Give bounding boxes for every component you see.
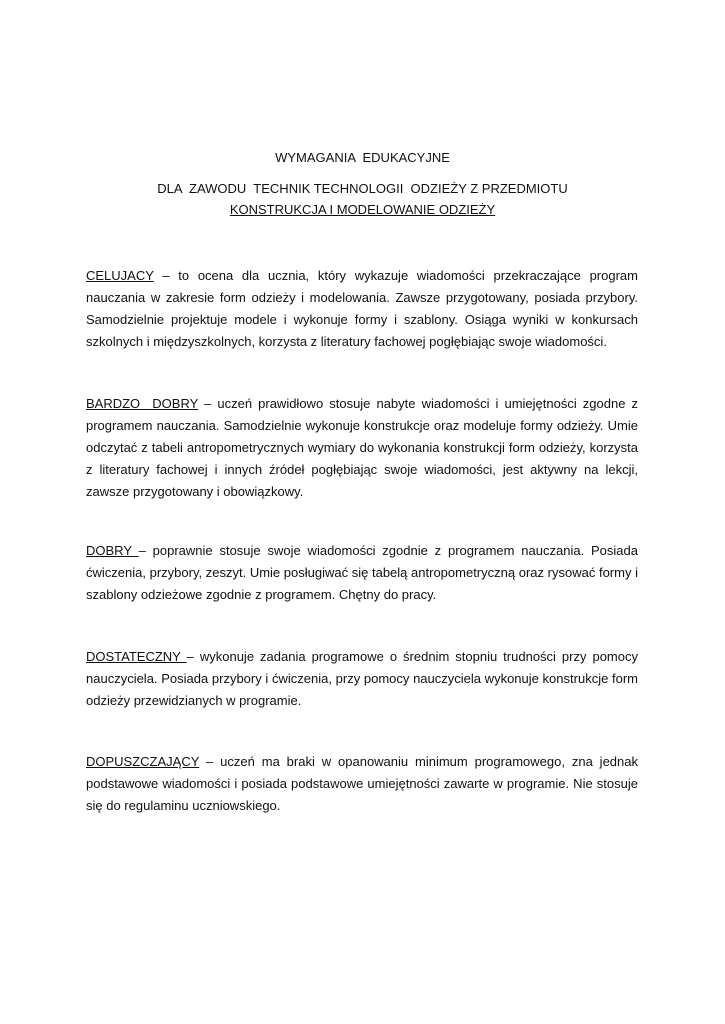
grade-name: DOPUSZCZAJĄCY — [86, 754, 200, 769]
grade-description: – uczeń prawidłowo stosuje nabyte wiadomości i umiejętności zgodne z programem nauczania. Samodzielnie wykonuje konstrukcje oraz modeluje formy odzieży. Umie odczytać z tabeli antropometrycznych wymiary do wykonania konstrukcji form odzieży, korzysta z literatury fachowej i innych źródeł pogłębiając swoje wiadomości, jest aktywny na lekcji, zawsze przygotowany i obowiązkowy. — [86, 396, 638, 499]
grade-paragraph-dobry — [86, 540, 638, 606]
grade-description: – to ocena dla ucznia, który wykazuje wiadomości przekraczające program nauczania w zakresie form odzieży i modelowania. Zawsze przygotowany, posiada przybory. Samodzielnie projektuje modele i wykonuje formy i szablony. Osiąga wyniki w konkursach szkolnych i międzyszkolnych, korzysta z literatury fachowej pogłębiając swoje wiadomości. — [86, 268, 638, 349]
grade-description: – wykonuje zadania programowe o średnim stopniu trudności przy pomocy nauczyciela. Posiada przybory i ćwiczenia, przy pomocy nauczyciela wykonuje konstrukcje form odzieży przewidzianych w programie. — [86, 649, 638, 708]
document-subtitle: DLA ZAWODU TECHNIK TECHNOLOGII ODZIEŻY Z PRZEDMIOTU — [157, 181, 568, 196]
grade-paragraph-dostateczny — [86, 646, 638, 712]
subject-name: KONSTRUKCJA I MODELOWANIE ODZIEŻY — [229, 202, 496, 217]
grade-paragraph-bardzo-dobry — [86, 393, 638, 503]
grade-name: DOBRY — [86, 543, 139, 558]
grade-description: – poprawnie stosuje swoje wiadomości zgodnie z programem nauczania. Posiada ćwiczenia, przybory, zeszyt. Umie posługiwać się tabelą antropometryczną oraz rysować formy i szablony odzieżowe zgodnie z programem. Chętny do pracy. — [86, 543, 638, 602]
grade-paragraph-celujacy — [86, 265, 638, 353]
document-title: WYMAGANIA EDUKACYJNE — [275, 150, 450, 165]
grade-name: DOSTATECZNY — [86, 649, 187, 664]
grade-paragraph-dopuszczajacy — [86, 751, 638, 817]
grade-description: – uczeń ma braki w opanowaniu minimum programowego, zna jednak podstawowe wiadomości i posiada podstawowe umiejętności zawarte w programie. Nie stosuje się do regulaminu uczniowskiego. — [86, 754, 638, 813]
grade-name: BARDZO DOBRY — [86, 396, 199, 411]
grade-name: CELUJACY — [86, 268, 154, 283]
